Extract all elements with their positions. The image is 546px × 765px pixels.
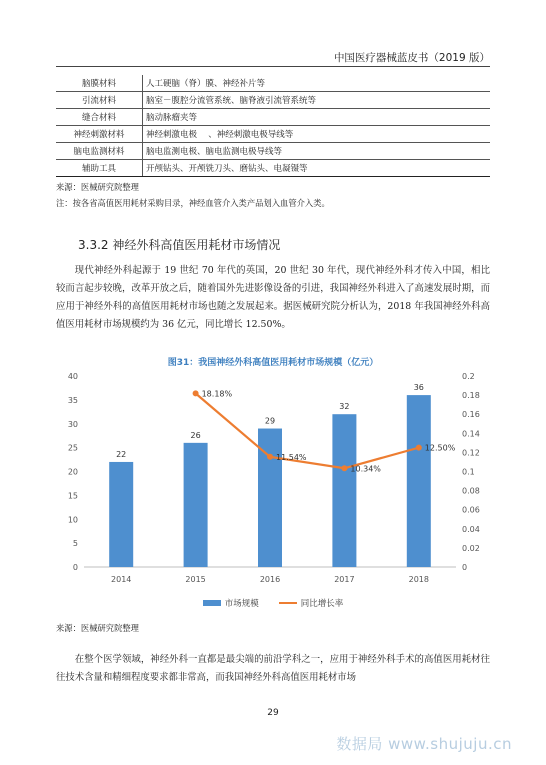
bar (407, 395, 431, 567)
data-labels (116, 383, 456, 473)
growth-rate-label: 18.18% (201, 389, 233, 399)
x-tick-label: 2018 (408, 575, 429, 584)
header-title: 中国医疗器械蓝皮书（2019 版） (333, 52, 490, 64)
table-cell-products: 脑室－腹腔分流管系统、脑脊液引流管系统等 (143, 92, 491, 109)
chart-source-note: 来源：医械研究院整理 (56, 623, 139, 633)
table-cell-products: 脑电监测电极、脑电监测电极导线等 (143, 143, 491, 160)
paragraph-intro: 现代神经外科起源于 19 世纪 70 年代的英国，20 世纪 30 年代，现代神经外科才传入中国，相比较而言起步较晚，改革开放之后，随着国外先进影像设备的引进，我国神经外科进入了高速发展时期，而应用于神经外科的高值医用耗材市场也随之发展起来。据医械研究院分析认为，2018 年我国神经外科高值医用耗材市场规模约为 36 亿元，同比增长 12.50%。 (56, 265, 490, 330)
header-rule (56, 66, 490, 67)
bar (332, 414, 356, 567)
paragraph-continued: 在整个医学领域，神经外科一直都是最尖端的前沿学科之一，应用于神经外科手术的高值医用耗材往往技术含量和精细程度要求都非常高，而我国神经外科高值医用耗材市场 (56, 654, 490, 683)
y-right-tick-label: 0.04 (462, 524, 480, 534)
y-left-tick-label: 0 (72, 563, 78, 572)
table-row (56, 92, 490, 109)
legend-swatch-bar (203, 600, 221, 606)
y-right-tick-label: 0.14 (462, 429, 480, 439)
materials-table (56, 75, 490, 177)
legend-label-line: 同比增长率 (300, 599, 344, 609)
growth-rate-point (416, 445, 422, 451)
growth-rate-label: 11.54% (276, 452, 307, 462)
growth-rate-label: 10.34% (350, 464, 381, 474)
legend-swatch-line (279, 602, 297, 604)
table-cell-category: 引流材料 (56, 92, 143, 109)
x-tick-label: 2015 (185, 575, 206, 584)
table-cell-category: 脑膜材料 (56, 75, 143, 92)
y-right-tick-label: 0.16 (462, 410, 480, 420)
growth-rate-point (193, 390, 199, 396)
x-tick-label: 2016 (259, 575, 281, 584)
y-left-tick-label: 35 (67, 395, 78, 405)
growth-rate-point (267, 454, 273, 460)
y-right-tick-label: 0.1 (462, 467, 475, 477)
x-tick-label: 2014 (111, 575, 132, 584)
legend-item-line (279, 597, 344, 609)
y-left-tick-label: 10 (67, 515, 78, 525)
y-left-tick-label: 20 (67, 467, 78, 477)
table-cell-products: 开颅钻头、开颅铣刀头、磨钻头、电凝镊等 (143, 160, 491, 177)
growth-rate-line (196, 393, 419, 468)
section-title: 3.3.2 神经外科高值医用耗材市场情况 (78, 238, 281, 252)
bar-value-label: 26 (190, 430, 201, 440)
bar-value-label: 36 (413, 383, 424, 393)
y-left-tick-label: 40 (67, 372, 78, 381)
legend-label-bar: 市场规模 (224, 599, 259, 609)
table-cell-products: 脑动脉瘤夹等 (143, 109, 491, 126)
page-number: 29 (267, 708, 279, 718)
y-right-tick-label: 0.18 (462, 391, 480, 401)
y-right-tick-label: 0.2 (462, 372, 475, 381)
y-left-tick-label: 30 (67, 419, 78, 429)
growth-rate-label: 12.50% (424, 443, 456, 453)
bar-value-label: 29 (264, 416, 276, 426)
y-right-tick-label: 0.08 (462, 486, 480, 496)
chart-title: 图31：我国神经外科高值医用耗材市场规模（亿元） (167, 358, 379, 368)
y-right-tick-label: 0.02 (462, 543, 480, 553)
bar (184, 443, 208, 567)
table-footnote: 注：按各省高值医用耗材采购目录，神经血管介入类产品划入血管介入类。 (56, 198, 330, 208)
y-right-tick-label: 0.12 (462, 448, 480, 458)
table-row (56, 143, 490, 160)
y-left-tick-label: 5 (72, 539, 78, 549)
table-cell-category: 脑电监测材料 (56, 143, 143, 160)
table-row (56, 75, 490, 92)
bar-value-label: 32 (339, 402, 350, 412)
y-right-tick-label: 0 (462, 563, 468, 572)
y-left-tick-label: 15 (67, 491, 78, 501)
table-cell-products: 神经刺激电极 、神经刺激电极导线等 (143, 126, 491, 143)
table-row (56, 160, 490, 177)
line-series (190, 390, 422, 474)
chart-legend (56, 597, 490, 609)
table-cell-products: 人工硬脑（脊）膜、神经补片等 (143, 75, 491, 92)
x-tick-label: 2017 (334, 575, 355, 584)
table-cell-category: 辅助工具 (56, 160, 143, 177)
table-cell-category: 神经刺激材料 (56, 126, 143, 143)
table-cell-category: 缝合材料 (56, 109, 143, 126)
y-right-tick-label: 0.06 (462, 505, 480, 515)
table-row (56, 126, 490, 143)
watermark: 数据局 www.shujuju.cn (336, 735, 512, 753)
bar (109, 462, 133, 567)
bar-value-label: 22 (116, 449, 127, 459)
y-left-tick-label: 25 (67, 443, 78, 453)
table-source-note: 来源：医械研究院整理 (56, 182, 139, 192)
market-size-chart (56, 368, 490, 590)
legend-item-bar (203, 597, 259, 609)
table-row (56, 109, 490, 126)
growth-rate-point (341, 465, 347, 471)
